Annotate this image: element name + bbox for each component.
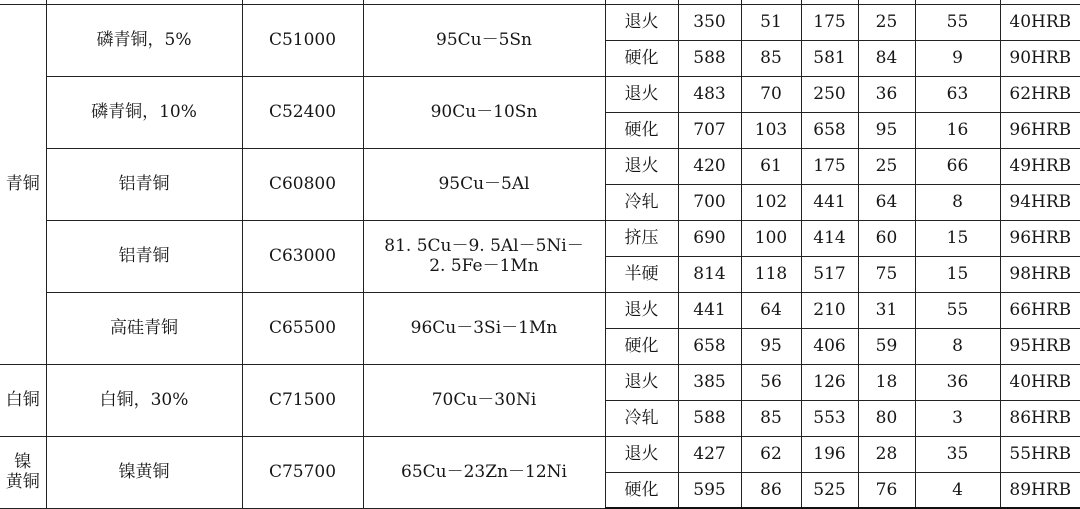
value-cell: 25 [858, 4, 915, 40]
uns-number-cell: C75700 [242, 436, 363, 508]
condition-cell: 半硬 [605, 256, 678, 292]
value-cell: 707 [678, 112, 741, 148]
condition-cell: 冷轧 [605, 400, 678, 436]
composition-cell: 95Cu－5Al [363, 148, 605, 220]
hardness-cell: 40HRB [1000, 364, 1080, 400]
value-cell: 35 [915, 436, 1000, 472]
condition-cell: 挤压 [605, 220, 678, 256]
value-cell: 126 [801, 364, 858, 400]
value-cell: 9 [915, 40, 1000, 76]
value-cell: 350 [678, 4, 741, 40]
value-cell: 70 [741, 76, 801, 112]
table-row [0, 4, 1080, 40]
value-cell: 700 [678, 184, 741, 220]
value-cell: 8 [915, 184, 1000, 220]
value-cell: 15 [915, 220, 1000, 256]
alloy-name-cell: 磷青铜，5% [46, 4, 242, 76]
value-cell: 60 [858, 220, 915, 256]
category-cell: 白铜 [0, 364, 46, 436]
value-cell: 36 [858, 76, 915, 112]
value-cell: 85 [741, 400, 801, 436]
condition-cell: 硬化 [605, 112, 678, 148]
value-cell: 441 [801, 184, 858, 220]
value-cell: 427 [678, 436, 741, 472]
alloy-name-cell: 磷青铜，10% [46, 76, 242, 148]
hardness-cell: 90HRB [1000, 40, 1080, 76]
uns-number-cell: C65500 [242, 292, 363, 364]
table-row [0, 76, 1080, 112]
value-cell: 175 [801, 148, 858, 184]
value-cell: 588 [678, 400, 741, 436]
alloy-name-cell: 白铜，30% [46, 364, 242, 436]
value-cell: 118 [741, 256, 801, 292]
value-cell: 80 [858, 400, 915, 436]
value-cell: 658 [678, 328, 741, 364]
alloy-name-cell: 铝青铜 [46, 220, 242, 292]
table-row [0, 436, 1080, 472]
value-cell: 414 [801, 220, 858, 256]
value-cell: 690 [678, 220, 741, 256]
uns-number-cell: C60800 [242, 148, 363, 220]
value-cell: 8 [915, 328, 1000, 364]
table-row [0, 364, 1080, 400]
value-cell: 62 [741, 436, 801, 472]
table-row [0, 220, 1080, 256]
value-cell: 581 [801, 40, 858, 76]
hardness-cell: 55HRB [1000, 436, 1080, 472]
uns-number-cell: C52400 [242, 76, 363, 148]
value-cell: 196 [801, 436, 858, 472]
uns-number-cell: C51000 [242, 4, 363, 76]
value-cell: 36 [915, 364, 1000, 400]
value-cell: 86 [741, 472, 801, 508]
value-cell: 18 [858, 364, 915, 400]
value-cell: 55 [915, 4, 1000, 40]
composition-cell: 70Cu－30Ni [363, 364, 605, 436]
value-cell: 553 [801, 400, 858, 436]
value-cell: 406 [801, 328, 858, 364]
value-cell: 25 [858, 148, 915, 184]
value-cell: 102 [741, 184, 801, 220]
alloy-name-cell: 镍黄铜 [46, 436, 242, 508]
condition-cell: 冷轧 [605, 184, 678, 220]
hardness-cell: 95HRB [1000, 328, 1080, 364]
value-cell: 250 [801, 76, 858, 112]
value-cell: 15 [915, 256, 1000, 292]
value-cell: 28 [858, 436, 915, 472]
composition-line: 81. 5Cu－9. 5Al－5Ni－ [384, 236, 584, 256]
hardness-cell: 96HRB [1000, 220, 1080, 256]
value-cell: 55 [915, 292, 1000, 328]
value-cell: 75 [858, 256, 915, 292]
value-cell: 61 [741, 148, 801, 184]
value-cell: 95 [858, 112, 915, 148]
value-cell: 95 [741, 328, 801, 364]
condition-cell: 退火 [605, 76, 678, 112]
value-cell: 441 [678, 292, 741, 328]
condition-cell: 退火 [605, 292, 678, 328]
category-line: 镍 [14, 452, 32, 472]
hardness-cell: 96HRB [1000, 112, 1080, 148]
hardness-cell: 66HRB [1000, 292, 1080, 328]
hardness-cell: 49HRB [1000, 148, 1080, 184]
value-cell: 64 [858, 184, 915, 220]
alloy-name-cell: 铝青铜 [46, 148, 242, 220]
value-cell: 100 [741, 220, 801, 256]
value-cell: 175 [801, 4, 858, 40]
value-cell: 517 [801, 256, 858, 292]
value-cell: 103 [741, 112, 801, 148]
value-cell: 385 [678, 364, 741, 400]
value-cell: 76 [858, 472, 915, 508]
hardness-cell: 40HRB [1000, 4, 1080, 40]
value-cell: 595 [678, 472, 741, 508]
condition-cell: 硬化 [605, 472, 678, 508]
composition-cell: 65Cu－23Zn－12Ni [363, 436, 605, 508]
condition-cell: 退火 [605, 364, 678, 400]
hardness-cell: 62HRB [1000, 76, 1080, 112]
composition-cell: 90Cu－10Sn [363, 76, 605, 148]
condition-cell: 硬化 [605, 40, 678, 76]
value-cell: 85 [741, 40, 801, 76]
category-cell [0, 436, 46, 508]
uns-number-cell: C71500 [242, 364, 363, 436]
value-cell: 210 [801, 292, 858, 328]
composition-cell [363, 220, 605, 292]
value-cell: 51 [741, 4, 801, 40]
value-cell: 64 [741, 292, 801, 328]
value-cell: 16 [915, 112, 1000, 148]
category-cell: 青铜 [0, 4, 46, 364]
value-cell: 814 [678, 256, 741, 292]
hardness-cell: 86HRB [1000, 400, 1080, 436]
value-cell: 588 [678, 40, 741, 76]
value-cell: 31 [858, 292, 915, 328]
table-row [0, 148, 1080, 184]
condition-cell: 退火 [605, 436, 678, 472]
hardness-cell: 98HRB [1000, 256, 1080, 292]
value-cell: 658 [801, 112, 858, 148]
value-cell: 483 [678, 76, 741, 112]
value-cell: 66 [915, 148, 1000, 184]
condition-cell: 硬化 [605, 328, 678, 364]
value-cell: 4 [915, 472, 1000, 508]
alloy-name-cell: 高硅青铜 [46, 292, 242, 364]
value-cell: 3 [915, 400, 1000, 436]
value-cell: 420 [678, 148, 741, 184]
value-cell: 525 [801, 472, 858, 508]
value-cell: 84 [858, 40, 915, 76]
composition-cell: 96Cu－3Si－1Mn [363, 292, 605, 364]
hardness-cell: 89HRB [1000, 472, 1080, 508]
uns-number-cell: C63000 [242, 220, 363, 292]
value-cell: 63 [915, 76, 1000, 112]
condition-cell: 退火 [605, 4, 678, 40]
value-cell: 59 [858, 328, 915, 364]
composition-line: 2. 5Fe－1Mn [429, 256, 539, 276]
table-row [0, 292, 1080, 328]
condition-cell: 退火 [605, 148, 678, 184]
composition-cell: 95Cu－5Sn [363, 4, 605, 76]
hardness-cell: 94HRB [1000, 184, 1080, 220]
category-line: 黄铜 [5, 472, 40, 492]
value-cell: 56 [741, 364, 801, 400]
